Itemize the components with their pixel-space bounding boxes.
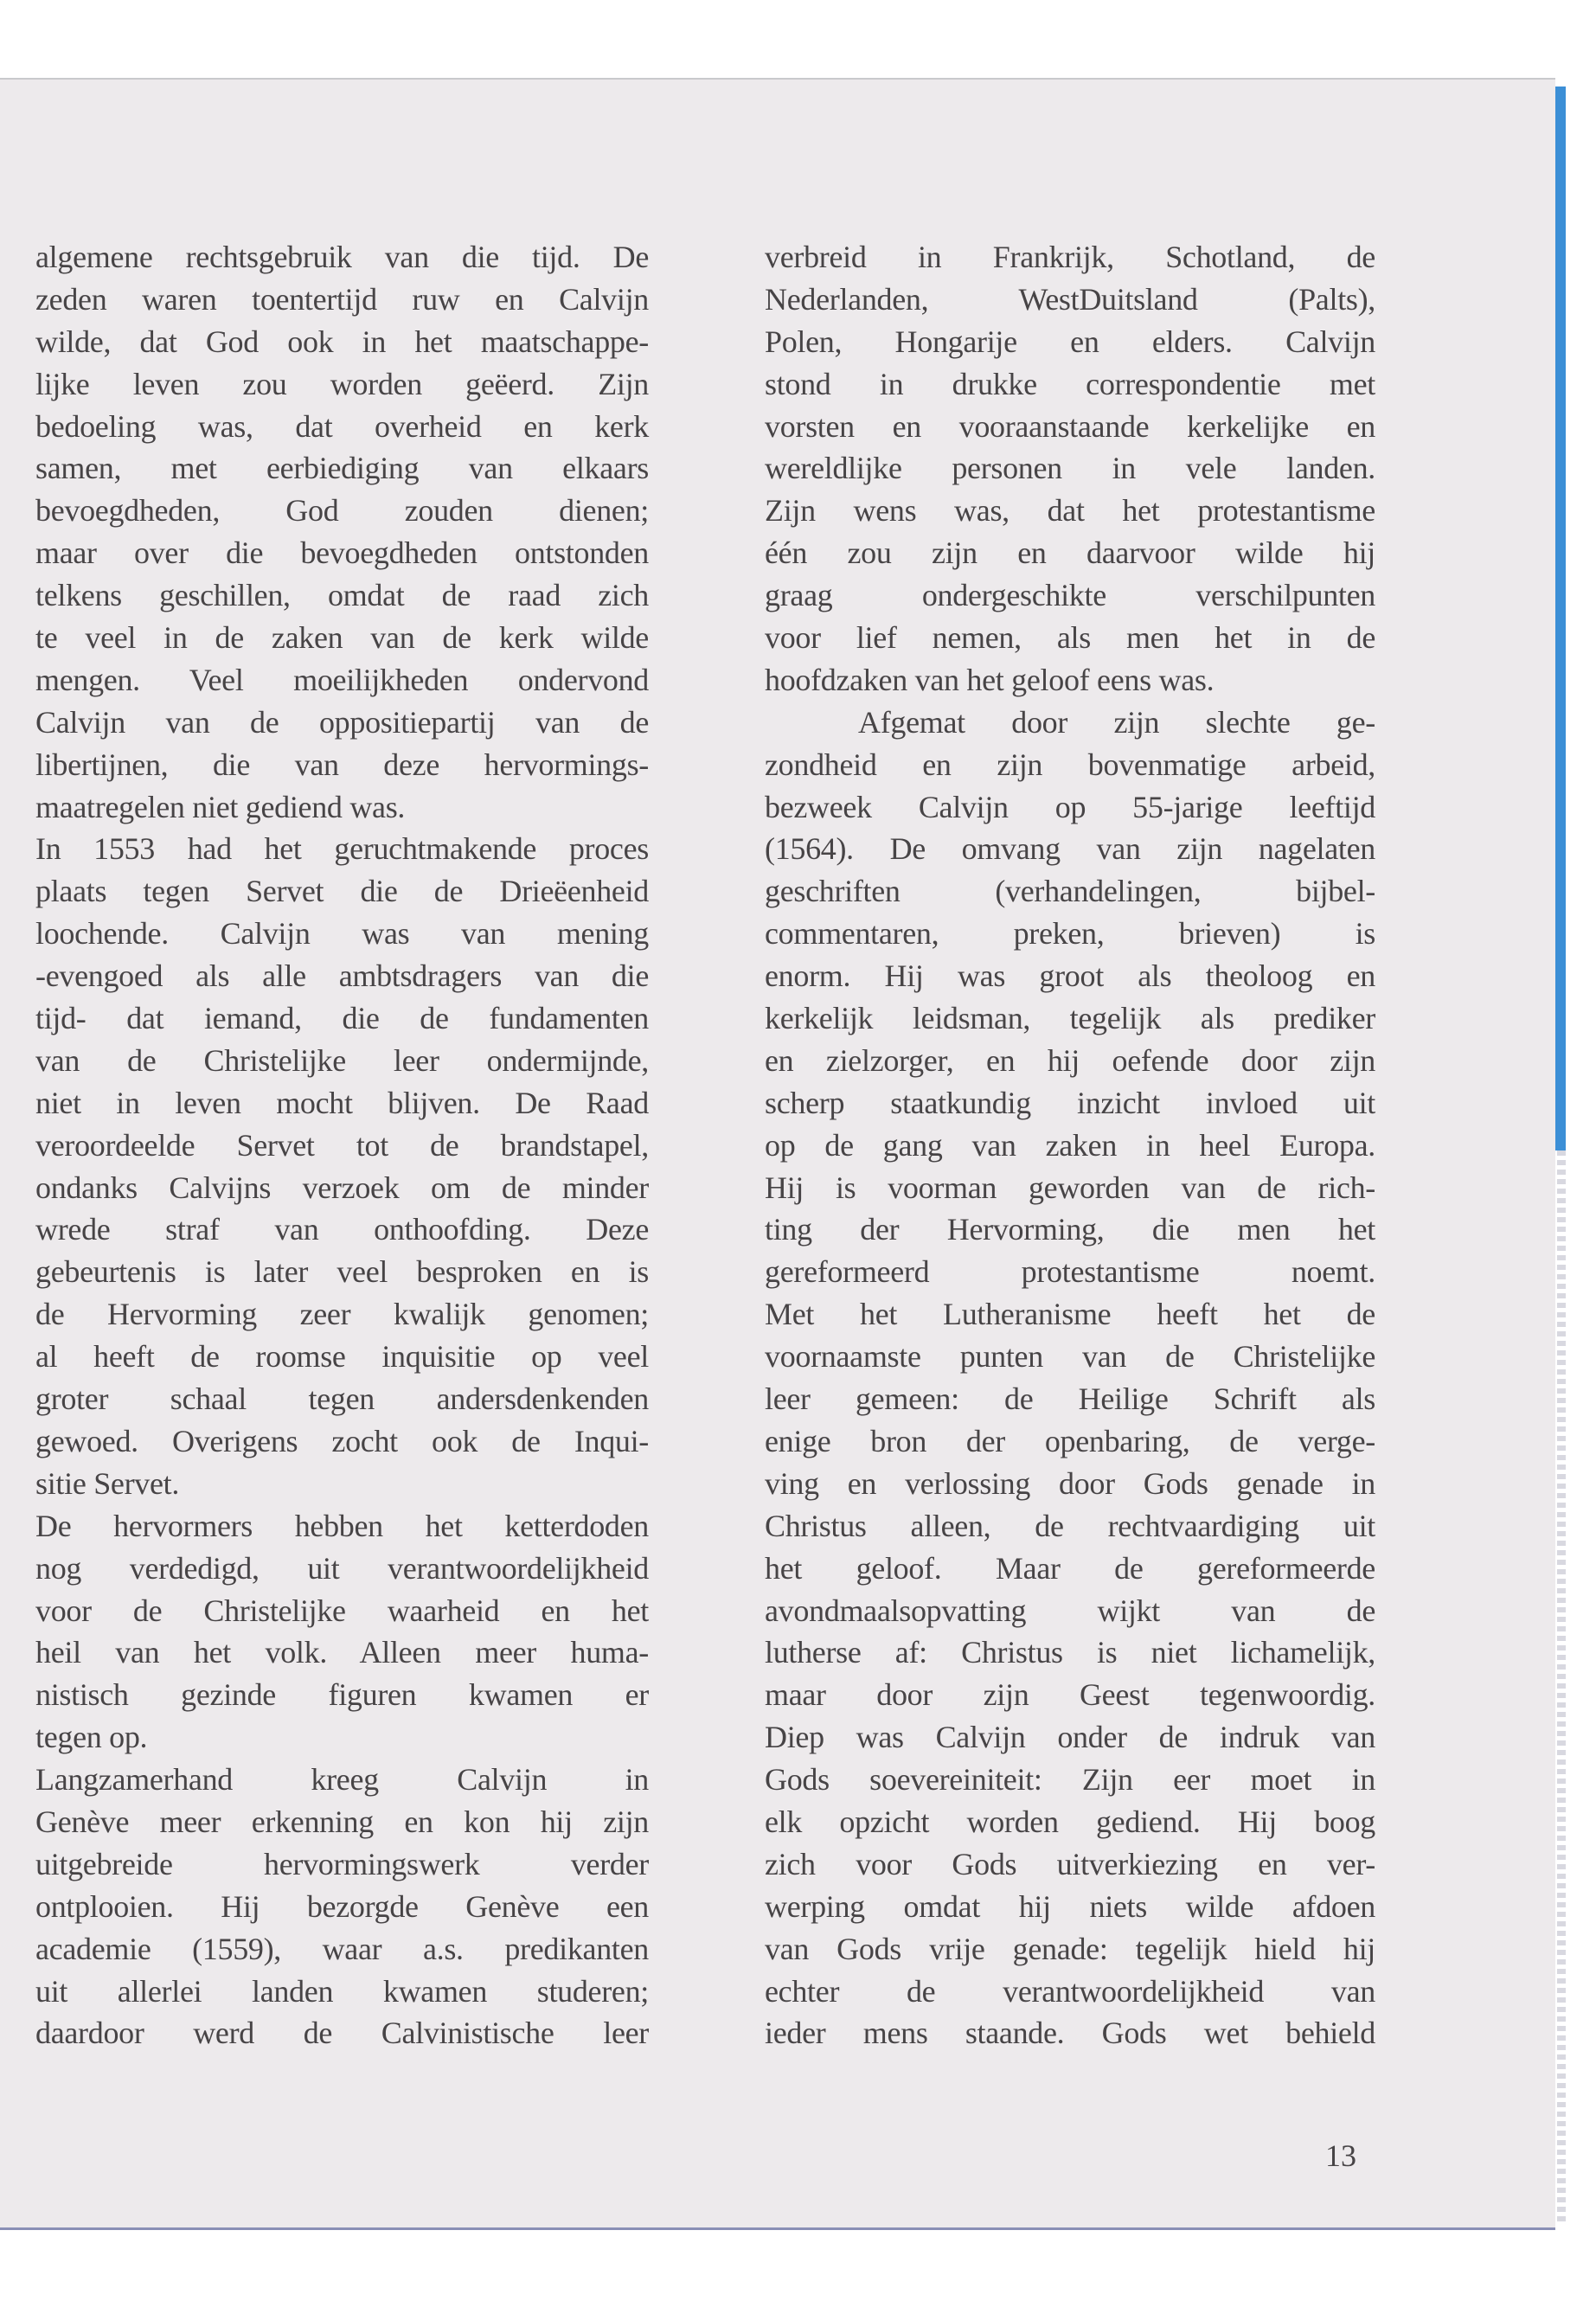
text-line: ting der Hervorming, die men het [765, 1212, 1375, 1247]
text-line: van Gods vrije genade: tegelijk hield hij [765, 1931, 1375, 1966]
text-line: telkens geschillen, omdat de raad zich [35, 578, 649, 613]
text-line: scherp staatkundig inzicht invloed uit [765, 1085, 1375, 1120]
text-line: voornaamste punten van de Christelijke [765, 1339, 1375, 1375]
text-line: wilde, dat God ook in het maatschappe- [35, 324, 649, 359]
text-line: van de Christelijke leer ondermijnde, [35, 1042, 649, 1078]
text-line: het geloof. Maar de gereformeerde [765, 1550, 1375, 1586]
text-line: In 1553 had het geruchtmakende proces [35, 831, 649, 867]
text-line: uitgebreide hervormingswerk verder [35, 1846, 649, 1881]
text-line: zich voor Gods uitverkiezing en ver- [765, 1846, 1375, 1881]
text-line: en zielzorger, en hij oefende door zijn [765, 1042, 1375, 1078]
text-line: verbreid in Frankrijk, Schotland, de [765, 240, 1375, 274]
text-line: lijke leven zou worden geëerd. Zijn [35, 366, 649, 401]
left-text-column [35, 236, 649, 2054]
text-line: Nederlanden, WestDuitsland (Palts), [765, 281, 1375, 317]
text-line: wereldlijke personen in vele landen. [765, 451, 1375, 486]
text-line: commentaren, preken, brieven) is [765, 916, 1375, 952]
text-line: geschriften (verhandelingen, bijbel- [765, 874, 1375, 909]
text-line: De hervormers hebben het ketterdoden [35, 1508, 649, 1543]
page-number: 13 [1325, 2138, 1356, 2173]
text-line: ving en verlossing door Gods genade in [765, 1465, 1375, 1501]
text-line: één zou zijn en daarvoor wilde hij [765, 535, 1375, 571]
text-line: heil van het volk. Alleen meer huma- [35, 1635, 649, 1670]
page-edge-scan [1557, 1150, 1566, 2223]
text-line: bevoegdheden, God zouden dienen; [35, 493, 649, 529]
text-line: -evengoed als alle ambtsdragers van die [35, 958, 649, 994]
text-line: elk opzicht worden gediend. Hij boog [765, 1804, 1375, 1839]
text-line: vorsten en vooraanstaande kerkelijke en [765, 408, 1375, 444]
text-line: academie (1559), waar a.s. predikanten [35, 1931, 649, 1966]
text-line: maatregelen niet gediend was. [35, 789, 406, 824]
text-line: zeden waren toentertijd ruw en Calvijn [35, 281, 649, 317]
text-line: leer gemeen: de Heilige Schrift als [765, 1381, 1375, 1417]
text-line: tegen op. [35, 1720, 148, 1755]
text-line: samen, met eerbiediging van elkaars [35, 451, 649, 486]
text-line: maar over die bevoegdheden ontstonden [35, 535, 649, 571]
text-line: algemene rechtsgebruik van die tijd. De [35, 240, 649, 274]
text-line: de Hervorming zeer kwalijk genomen; [35, 1297, 649, 1332]
text-line: ieder mens staande. Gods wet behield [765, 2016, 1375, 2051]
text-line: graag ondergeschikte verschilpunten [765, 578, 1375, 613]
text-line: enige bron der openbaring, de verge- [765, 1423, 1375, 1458]
text-line: maar door zijn Geest tegenwoordig. [765, 1677, 1375, 1713]
page-edge-blue [1555, 87, 1566, 1150]
text-line: voor de Christelijke waarheid en het [35, 1593, 649, 1628]
text-line: Langzamerhand kreeg Calvijn in [35, 1762, 649, 1798]
text-line: Christus alleen, de rechtvaardiging uit [765, 1508, 1375, 1543]
text-line: lutherse af: Christus is niet lichamelijk, [765, 1635, 1375, 1670]
text-line: te veel in de zaken van de kerk wilde [35, 620, 649, 656]
text-line: veroordeelde Servet tot de brandstapel, [35, 1127, 649, 1163]
text-line: Hij is voorman geworden van de rich- [765, 1170, 1375, 1205]
text-line: wrede straf van onthoofding. Deze [35, 1212, 649, 1247]
text-line: echter de verantwoordelijkheid van [765, 1973, 1375, 2009]
text-line: Diep was Calvijn onder de indruk van [765, 1720, 1375, 1755]
text-line: gewoed. Overigens zocht ook de Inqui- [35, 1423, 649, 1458]
text-line: daardoor werd de Calvinistische leer [35, 2016, 649, 2051]
text-line: libertijnen, die van deze hervormings- [35, 747, 649, 782]
text-line: (1564). De omvang van zijn nagelaten [765, 831, 1375, 867]
text-line: op de gang van zaken in heel Europa. [765, 1127, 1375, 1163]
text-line: Calvijn van de oppositiepartij van de [35, 704, 649, 740]
text-line: nistisch gezinde figuren kwamen er [35, 1677, 649, 1713]
text-line: hoofdzaken van het geloof eens was. [765, 662, 1215, 697]
text-line: Afgemat door zijn slechte ge- [858, 704, 1375, 740]
text-line: Gods soevereiniteit: Zijn eer moet in [765, 1762, 1375, 1798]
text-line: stond in drukke correspondentie met [765, 366, 1375, 401]
text-line: groter schaal tegen andersdenkenden [35, 1381, 649, 1417]
text-line: ontplooien. Hij bezorgde Genève een [35, 1888, 649, 1924]
text-line: Met het Lutheranisme heeft het de [765, 1297, 1375, 1332]
text-line: avondmaalsopvatting wijkt van de [765, 1593, 1375, 1628]
text-line: bezweek Calvijn op 55-jarige leeftijd [765, 789, 1375, 824]
text-line: bedoeling was, dat overheid en kerk [35, 408, 649, 444]
text-line: Genève meer erkenning en kon hij zijn [35, 1804, 649, 1839]
text-line: Polen, Hongarije en elders. Calvijn [765, 324, 1375, 359]
text-line: Zijn wens was, dat het protestantisme [765, 493, 1375, 529]
text-line: werping omdat hij niets wilde afdoen [765, 1888, 1375, 1924]
text-line: zondheid en zijn bovenmatige arbeid, [765, 747, 1375, 782]
text-line: nog verdedigd, uit verantwoordelijkheid [35, 1550, 649, 1586]
text-line: al heeft de roomse inquisitie op veel [35, 1339, 649, 1375]
text-line: gereformeerd protestantisme noemt. [765, 1254, 1375, 1290]
text-line: loochende. Calvijn was van mening [35, 916, 649, 952]
text-line: voor lief nemen, als men het in de [765, 620, 1375, 656]
text-line: tijd- dat iemand, die de fundamenten [35, 1001, 649, 1036]
text-line: enorm. Hij was groot als theoloog en [765, 958, 1375, 994]
text-line: uit allerlei landen kwamen studeren; [35, 1973, 649, 2009]
text-line: gebeurtenis is later veel besproken en is [35, 1254, 649, 1290]
text-line: ondanks Calvijns verzoek om de minder [35, 1170, 649, 1205]
text-line: mengen. Veel moeilijkheden ondervond [35, 662, 649, 697]
text-line: plaats tegen Servet die de Drieëenheid [35, 874, 649, 909]
right-text-column [765, 236, 1375, 2054]
text-line: niet in leven mocht blijven. De Raad [35, 1085, 649, 1120]
text-line: sitie Servet. [35, 1465, 180, 1501]
text-line: kerkelijk leidsman, tegelijk als prediker [765, 1001, 1375, 1036]
